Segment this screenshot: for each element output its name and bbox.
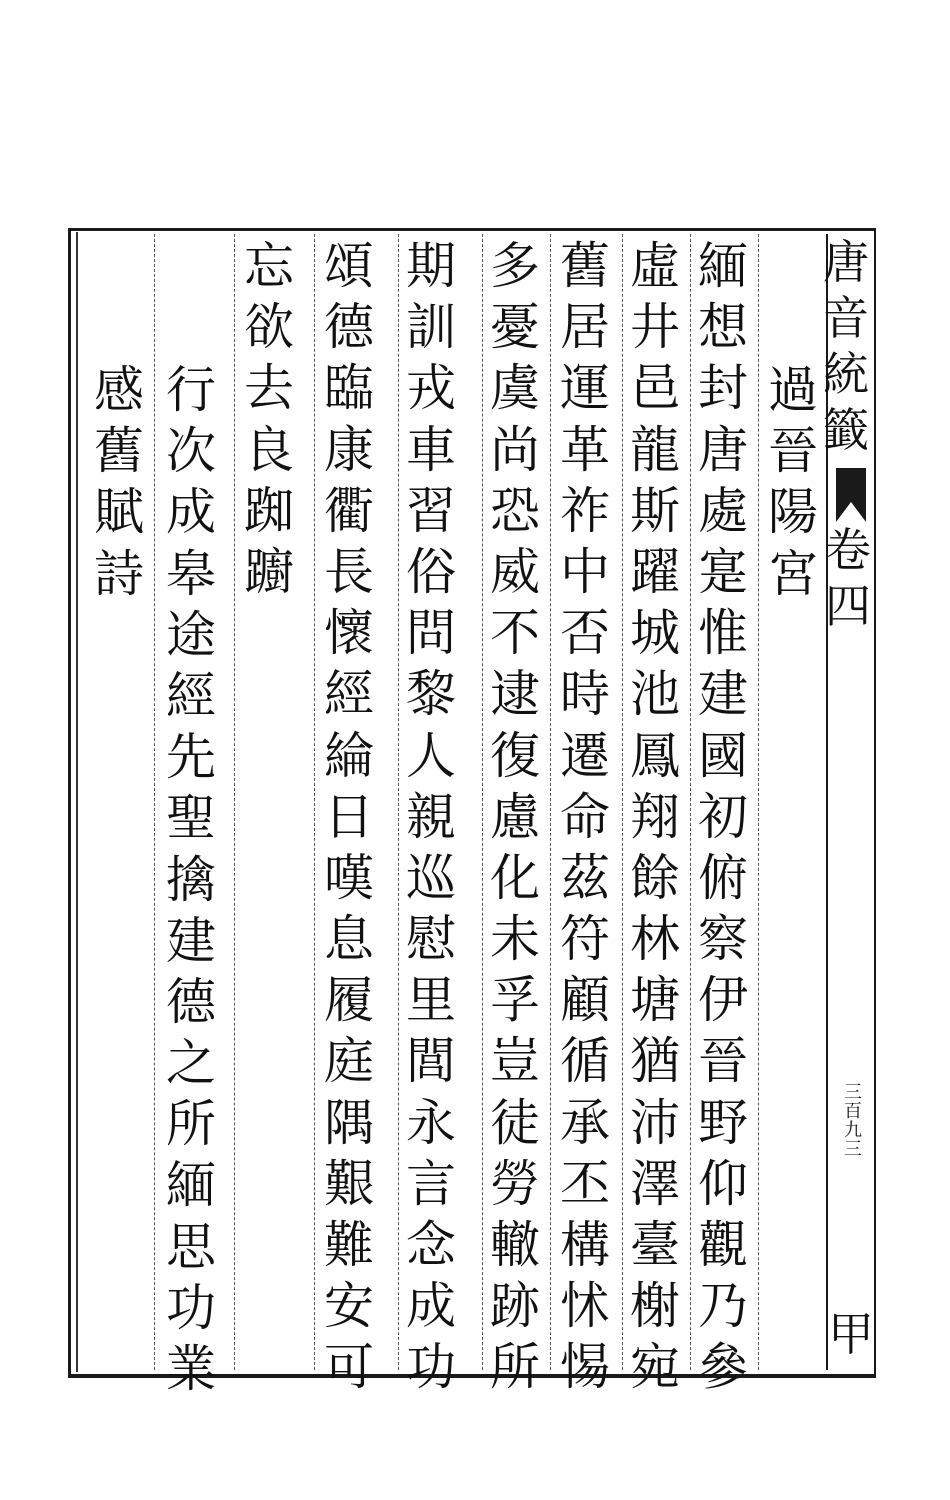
character: 澤 <box>630 1154 680 1213</box>
character: 綸 <box>324 726 374 785</box>
character: 經 <box>166 666 216 725</box>
character: 次 <box>166 422 216 481</box>
character: 隅 <box>324 1093 374 1152</box>
leaf-mark: 甲 <box>828 1307 874 1361</box>
character: 德 <box>166 972 216 1031</box>
character: 去 <box>244 359 294 418</box>
character: 參 <box>698 1338 748 1397</box>
character: 乃 <box>698 1277 748 1336</box>
character: 跡 <box>490 1277 540 1336</box>
character: 嘆 <box>324 848 374 907</box>
character: 恐 <box>490 481 540 540</box>
column-rule <box>154 234 155 1370</box>
character: 俗 <box>406 542 456 601</box>
character: 慰 <box>406 910 456 969</box>
character: 斯 <box>630 481 680 540</box>
character: 陽 <box>768 483 818 542</box>
character: 虛 <box>630 237 680 295</box>
character: 不 <box>490 604 540 663</box>
column-rule <box>550 234 551 1370</box>
character: 黎 <box>406 665 456 724</box>
character: 復 <box>490 726 540 785</box>
character: 餘 <box>630 848 680 907</box>
character: 鳳 <box>630 726 680 785</box>
character: 徒 <box>490 1093 540 1152</box>
character: 野 <box>698 1093 748 1152</box>
character: 忘 <box>244 237 294 295</box>
book-title <box>820 234 872 458</box>
character: 沛 <box>630 1093 680 1152</box>
character: 行 <box>166 361 216 419</box>
character: 音 <box>823 291 869 345</box>
fish-tail-mark-icon <box>836 468 866 522</box>
character: 否 <box>560 604 610 663</box>
character: 循 <box>560 1032 610 1091</box>
character: 化 <box>490 848 540 907</box>
character: 寔 <box>698 542 748 601</box>
character: 車 <box>406 420 456 479</box>
text-column <box>626 236 684 1399</box>
character: 建 <box>166 911 216 970</box>
character: 親 <box>406 787 456 846</box>
character: 業 <box>166 1340 216 1398</box>
character: 革 <box>560 420 610 479</box>
character: 念 <box>406 1216 456 1274</box>
character: 永 <box>406 1093 456 1152</box>
character: 庭 <box>324 1032 374 1091</box>
character: 勞 <box>490 1154 540 1213</box>
character: 遷 <box>560 726 610 785</box>
character: 四 <box>825 579 871 633</box>
character: 言 <box>406 1154 456 1213</box>
character: 伊 <box>698 971 748 1030</box>
character: 感 <box>94 361 144 419</box>
character: 難 <box>324 1216 374 1274</box>
character: 封 <box>698 359 748 418</box>
character: 豈 <box>490 1032 540 1091</box>
page-number: 三百九三 <box>841 1082 862 1158</box>
character: 觀 <box>698 1216 748 1274</box>
character: 林 <box>630 910 680 969</box>
poem-title-continued <box>90 360 148 605</box>
poem-title <box>162 360 220 1400</box>
column-rule <box>690 234 691 1370</box>
character: 怵 <box>560 1277 610 1336</box>
character: 詩 <box>94 544 144 603</box>
character: 日 <box>324 787 374 846</box>
character: 虞 <box>490 359 540 418</box>
character: 建 <box>698 665 748 724</box>
character: 臨 <box>324 359 374 418</box>
character: 晉 <box>768 422 818 481</box>
character: 惕 <box>560 1338 610 1397</box>
poem-title <box>764 360 822 605</box>
character: 龍 <box>630 420 680 479</box>
character: 頌 <box>324 237 374 295</box>
character: 居 <box>560 298 610 357</box>
character: 統 <box>823 347 869 401</box>
character: 中 <box>560 542 610 601</box>
character: 成 <box>166 483 216 542</box>
character: 宛 <box>630 1338 680 1397</box>
character: 賦 <box>94 483 144 542</box>
character: 德 <box>324 298 374 357</box>
character: 舊 <box>560 237 610 295</box>
text-column <box>694 236 752 1399</box>
character: 思 <box>166 1217 216 1276</box>
character: 息 <box>324 910 374 969</box>
character: 良 <box>244 420 294 479</box>
column-rule <box>622 234 623 1370</box>
character: 逮 <box>490 665 540 724</box>
character: 丕 <box>560 1154 610 1213</box>
character: 所 <box>490 1338 540 1397</box>
character: 懷 <box>324 604 374 663</box>
character: 祚 <box>560 481 610 540</box>
character: 惟 <box>698 604 748 663</box>
character: 可 <box>324 1338 374 1397</box>
column-rule <box>314 234 315 1370</box>
character: 井 <box>630 298 680 357</box>
character: 初 <box>698 787 748 846</box>
character: 時 <box>560 665 610 724</box>
character: 國 <box>698 726 748 785</box>
character: 宮 <box>768 544 818 603</box>
column-rule <box>398 234 399 1370</box>
character: 過 <box>768 361 818 419</box>
character: 安 <box>324 1277 374 1336</box>
character: 俯 <box>698 848 748 907</box>
character: 功 <box>406 1338 456 1397</box>
text-column <box>556 236 614 1399</box>
character: 茲 <box>560 848 610 907</box>
character: 憂 <box>490 298 540 357</box>
text-column <box>240 236 298 603</box>
character: 未 <box>490 910 540 969</box>
character: 運 <box>560 359 610 418</box>
character: 習 <box>406 481 456 540</box>
character: 訓 <box>406 298 456 357</box>
character: 長 <box>324 542 374 601</box>
character: 皋 <box>166 544 216 603</box>
character: 擒 <box>166 850 216 909</box>
character: 察 <box>698 910 748 969</box>
character: 邑 <box>630 359 680 418</box>
character: 塘 <box>630 971 680 1030</box>
juan-label <box>822 522 874 634</box>
character: 顧 <box>560 971 610 1030</box>
character: 艱 <box>324 1154 374 1213</box>
character: 之 <box>166 1034 216 1093</box>
character: 轍 <box>490 1216 540 1274</box>
character: 成 <box>406 1277 456 1336</box>
character: 躕 <box>244 542 294 601</box>
character: 先 <box>166 728 216 787</box>
character: 履 <box>324 971 374 1030</box>
character: 功 <box>166 1278 216 1337</box>
text-column <box>486 236 544 1399</box>
character: 閭 <box>406 1032 456 1091</box>
text-column <box>402 236 460 1399</box>
character: 城 <box>630 604 680 663</box>
character: 臺 <box>630 1216 680 1274</box>
character: 池 <box>630 665 680 724</box>
character: 緬 <box>698 237 748 295</box>
character: 承 <box>560 1093 610 1152</box>
character: 所 <box>166 1095 216 1154</box>
character: 孚 <box>490 971 540 1030</box>
text-column <box>320 236 378 1399</box>
column-rule <box>234 234 235 1370</box>
character: 威 <box>490 542 540 601</box>
character: 唐 <box>823 235 869 289</box>
character: 經 <box>324 665 374 724</box>
character: 人 <box>406 726 456 785</box>
column-rule <box>758 234 759 1370</box>
character: 猶 <box>630 1032 680 1091</box>
character: 符 <box>560 910 610 969</box>
character: 卷 <box>825 523 871 577</box>
character: 尚 <box>490 420 540 479</box>
character: 唐 <box>698 420 748 479</box>
column-rule <box>482 234 483 1370</box>
character: 想 <box>698 298 748 357</box>
character: 期 <box>406 237 456 295</box>
character: 籤 <box>823 403 869 457</box>
character: 緬 <box>166 1156 216 1215</box>
character: 慮 <box>490 787 540 846</box>
border-inner-line <box>76 232 78 1372</box>
character: 途 <box>166 605 216 664</box>
character: 晉 <box>698 1032 748 1091</box>
character: 衢 <box>324 481 374 540</box>
character: 聖 <box>166 789 216 848</box>
character: 舊 <box>94 422 144 481</box>
character: 戎 <box>406 359 456 418</box>
character: 問 <box>406 604 456 663</box>
character: 仰 <box>698 1154 748 1213</box>
character: 里 <box>406 971 456 1030</box>
character: 命 <box>560 787 610 846</box>
character: 康 <box>324 420 374 479</box>
character: 翔 <box>630 787 680 846</box>
character: 巡 <box>406 848 456 907</box>
character: 多 <box>490 237 540 295</box>
character: 構 <box>560 1216 610 1274</box>
character: 處 <box>698 481 748 540</box>
character: 踟 <box>244 481 294 540</box>
character: 榭 <box>630 1277 680 1336</box>
character: 欲 <box>244 298 294 357</box>
character: 躍 <box>630 542 680 601</box>
